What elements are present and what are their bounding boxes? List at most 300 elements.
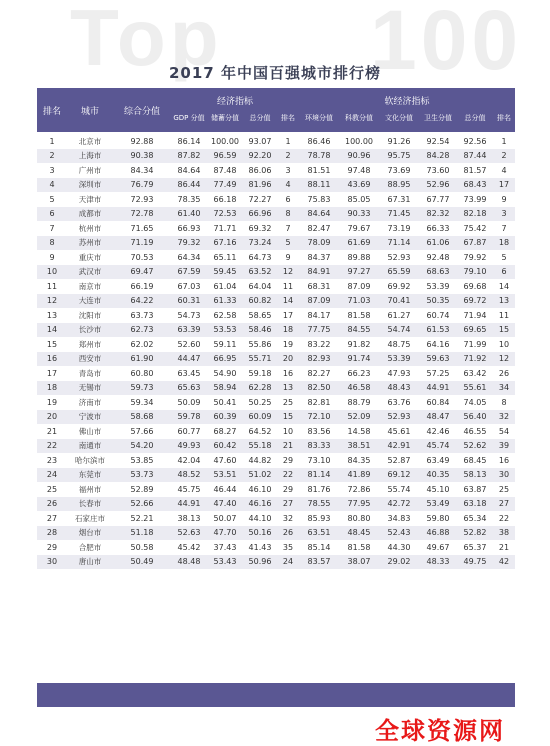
cell-econ-rank: 27 — [277, 497, 299, 512]
cell-soft-total: 68.45 — [463, 455, 487, 465]
cell-health: 66.33 — [426, 223, 450, 233]
cell-rank: 24 — [37, 468, 67, 483]
cell-health: 67.77 — [426, 194, 450, 204]
cell-city: 青岛市 — [78, 368, 102, 378]
cell-culture: 73.69 — [387, 165, 411, 175]
cell-science-education: 38.51 — [339, 439, 379, 454]
cell-savings: 65.11 — [213, 252, 237, 262]
cell-science-education: 88.79 — [347, 397, 371, 407]
cell-soft-rank: 34 — [493, 381, 515, 396]
cell-science-education: 84.35 — [347, 455, 371, 465]
table-row — [37, 308, 515, 323]
cell-savings: 47.40 — [207, 497, 243, 512]
cell-health: 46.88 — [419, 526, 457, 541]
table-row — [37, 352, 515, 367]
cell-gdp: 38.13 — [177, 513, 201, 523]
cell-health: 52.96 — [419, 178, 457, 193]
cell-econ-total: 50.16 — [243, 526, 277, 541]
cell-soft-rank: 13 — [493, 294, 515, 309]
cell-health: 59.63 — [419, 352, 457, 367]
background-top-number: 100 — [370, 0, 523, 87]
cell-city: 天津市 — [78, 194, 102, 204]
cell-rank: 23 — [46, 455, 58, 465]
cell-science-education: 87.09 — [347, 281, 371, 291]
header-soft-group: 软经济指标 — [384, 97, 430, 107]
cell-health: 73.60 — [426, 165, 450, 175]
cell-gdp: 49.93 — [171, 439, 207, 454]
cell-econ-rank: 3 — [285, 165, 291, 175]
table-header — [37, 88, 515, 132]
cell-rank: 18 — [37, 381, 67, 396]
cell-savings: 68.27 — [213, 426, 237, 436]
cell-science-education: 91.74 — [339, 352, 379, 367]
cell-econ-rank: 26 — [277, 526, 299, 541]
cell-savings: 71.71 — [213, 223, 237, 233]
header-econ-group: 经济指标 — [216, 97, 253, 107]
cell-city: 南京市 — [78, 281, 102, 291]
table-row — [37, 294, 515, 309]
cell-rank: 3 — [49, 165, 55, 175]
cell-environment: 85.93 — [307, 513, 331, 523]
cell-gdp: 63.39 — [171, 323, 207, 338]
cell-total: 71.65 — [130, 223, 154, 233]
cell-total: 59.34 — [130, 397, 154, 407]
cell-savings: 66.95 — [207, 352, 243, 367]
cell-health: 53.49 — [419, 497, 457, 512]
cell-environment: 86.46 — [307, 136, 331, 146]
cell-culture: 69.12 — [379, 468, 419, 483]
cell-environment: 82.81 — [307, 397, 331, 407]
table-row — [37, 250, 515, 265]
cell-soft-rank: 27 — [493, 497, 515, 512]
cell-soft-total: 67.87 — [457, 236, 493, 251]
cell-gdp: 54.73 — [177, 310, 201, 320]
cell-econ-total: 63.52 — [243, 265, 277, 280]
cell-econ-total: 58.46 — [243, 323, 277, 338]
cell-soft-rank: 5 — [501, 252, 507, 262]
cell-city: 长春市 — [67, 497, 113, 512]
cell-science-education: 97.48 — [347, 165, 371, 175]
cell-science-education: 97.27 — [339, 265, 379, 280]
table-row — [37, 468, 515, 483]
cell-savings: 53.53 — [207, 323, 243, 338]
cell-econ-total: 73.24 — [243, 236, 277, 251]
cell-health: 59.80 — [426, 513, 450, 523]
cell-health: 60.84 — [426, 397, 450, 407]
cell-rank: 17 — [46, 368, 58, 378]
cell-total: 59.73 — [113, 381, 171, 396]
cell-science-education: 85.05 — [347, 194, 371, 204]
cell-city: 哈尔滨市 — [75, 455, 105, 465]
cell-culture: 53.39 — [379, 352, 419, 367]
cell-econ-rank: 1 — [285, 136, 291, 146]
table-row — [37, 279, 515, 294]
cell-gdp: 67.59 — [171, 265, 207, 280]
table-row — [37, 178, 515, 193]
cell-environment: 81.76 — [307, 484, 331, 494]
cell-soft-total: 73.99 — [463, 194, 487, 204]
cell-city: 宁波市 — [67, 410, 113, 425]
cell-environment: 83.22 — [307, 339, 331, 349]
cell-savings: 96.59 — [207, 149, 243, 164]
cell-environment: 78.78 — [299, 149, 339, 164]
cell-econ-rank: 9 — [285, 252, 291, 262]
cell-city: 重庆市 — [78, 252, 102, 262]
cell-culture: 54.74 — [379, 323, 419, 338]
cell-econ-rank: 35 — [282, 542, 294, 552]
header-savings: 储蓄分值 — [211, 114, 239, 122]
cell-soft-total: 68.43 — [457, 178, 493, 193]
cell-econ-total: 64.52 — [248, 426, 272, 436]
cell-city: 北京市 — [78, 136, 102, 146]
cell-total: 50.49 — [113, 555, 171, 570]
cell-environment: 78.09 — [299, 236, 339, 251]
cell-rank: 20 — [37, 410, 67, 425]
cell-econ-rank: 24 — [277, 555, 299, 570]
cell-gdp: 87.82 — [171, 149, 207, 164]
table-row — [37, 207, 515, 222]
header-environment: 环境分值 — [305, 114, 333, 122]
cell-rank: 21 — [46, 426, 58, 436]
header-econ-rank: 排名 — [281, 114, 295, 122]
cell-econ-total: 60.09 — [243, 410, 277, 425]
cell-savings: 50.07 — [213, 513, 237, 523]
cell-soft-total: 71.99 — [463, 339, 487, 349]
header-health: 卫生分值 — [424, 114, 452, 122]
cell-culture: 71.45 — [379, 207, 419, 222]
cell-total: 64.22 — [113, 294, 171, 309]
cell-savings: 59.11 — [213, 339, 237, 349]
table-row — [37, 482, 515, 497]
cell-savings: 61.04 — [213, 281, 237, 291]
cell-econ-rank: 15 — [277, 410, 299, 425]
cell-science-education: 66.23 — [347, 368, 371, 378]
cell-gdp: 44.47 — [171, 352, 207, 367]
table-row — [37, 497, 515, 512]
cell-environment: 83.33 — [299, 439, 339, 454]
cell-rank: 12 — [37, 294, 67, 309]
cell-environment: 75.83 — [307, 194, 331, 204]
cell-gdp: 63.45 — [177, 368, 201, 378]
cell-soft-total: 52.62 — [457, 439, 493, 454]
cell-econ-rank: 29 — [282, 484, 294, 494]
cell-econ-rank: 29 — [282, 455, 294, 465]
table-row — [37, 540, 515, 555]
cell-savings: 59.45 — [207, 265, 243, 280]
cell-soft-total: 81.57 — [463, 165, 487, 175]
cell-environment: 73.10 — [307, 455, 331, 465]
cell-environment: 83.56 — [307, 426, 331, 436]
table-row — [37, 221, 515, 236]
cell-culture: 73.19 — [387, 223, 411, 233]
cell-environment: 85.14 — [307, 542, 331, 552]
cell-gdp: 52.60 — [177, 339, 201, 349]
cell-savings: 46.44 — [213, 484, 237, 494]
cell-city: 石家庄市 — [75, 513, 105, 523]
cell-econ-total: 44.10 — [248, 513, 272, 523]
cell-econ-rank: 18 — [277, 323, 299, 338]
cell-econ-rank: 21 — [277, 439, 299, 454]
cell-health: 61.06 — [419, 236, 457, 251]
cell-health: 40.35 — [419, 468, 457, 483]
cell-soft-rank: 39 — [493, 439, 515, 454]
cell-culture: 44.30 — [387, 542, 411, 552]
cell-rank: 29 — [46, 542, 58, 552]
cell-savings: 47.60 — [213, 455, 237, 465]
cell-total: 52.89 — [130, 484, 154, 494]
cell-health: 63.49 — [426, 455, 450, 465]
cell-econ-total: 60.82 — [243, 294, 277, 309]
cell-culture: 47.93 — [387, 368, 411, 378]
cell-rank: 25 — [46, 484, 58, 494]
cell-city: 长沙市 — [67, 323, 113, 338]
header-gdp: GDP 分值 — [173, 114, 205, 122]
cell-total: 57.66 — [130, 426, 154, 436]
cell-science-education: 79.67 — [347, 223, 371, 233]
cell-total: 61.90 — [113, 352, 171, 367]
cell-rank: 16 — [37, 352, 67, 367]
cell-culture: 52.93 — [387, 252, 411, 262]
cell-city: 苏州市 — [67, 236, 113, 251]
table-row — [37, 366, 515, 381]
cell-total: 72.93 — [130, 194, 154, 204]
cell-soft-rank: 18 — [493, 236, 515, 251]
cell-soft-total: 71.92 — [457, 352, 493, 367]
cell-soft-rank: 22 — [498, 513, 510, 523]
cell-econ-total: 62.28 — [243, 381, 277, 396]
cell-econ-rank: 8 — [277, 207, 299, 222]
cell-gdp: 66.93 — [177, 223, 201, 233]
cell-city: 唐山市 — [67, 555, 113, 570]
cell-total: 90.38 — [113, 149, 171, 164]
cell-econ-total: 86.06 — [248, 165, 272, 175]
cell-rank: 26 — [37, 497, 67, 512]
cell-city: 东莞市 — [67, 468, 113, 483]
cell-culture: 67.31 — [387, 194, 411, 204]
cell-rank: 22 — [37, 439, 67, 454]
cell-gdp: 64.34 — [177, 252, 201, 262]
cell-total: 58.68 — [113, 410, 171, 425]
cell-city: 武汉市 — [67, 265, 113, 280]
cell-city: 沈阳市 — [78, 310, 102, 320]
cell-health: 61.53 — [419, 323, 457, 338]
table-row — [37, 337, 515, 352]
cell-environment: 81.14 — [299, 468, 339, 483]
cell-gdp: 44.91 — [171, 497, 207, 512]
cell-soft-total: 92.56 — [463, 136, 487, 146]
cell-gdp: 52.63 — [171, 526, 207, 541]
header-city: 城市 — [80, 107, 99, 117]
cell-rank: 28 — [37, 526, 67, 541]
cell-science-education: 81.58 — [347, 542, 371, 552]
cell-soft-rank: 30 — [493, 468, 515, 483]
cell-science-education: 77.95 — [339, 497, 379, 512]
cell-rank: 5 — [49, 194, 55, 204]
cell-science-education: 81.58 — [347, 310, 371, 320]
cell-environment: 81.51 — [307, 165, 331, 175]
cell-total: 53.73 — [113, 468, 171, 483]
cell-culture: 48.75 — [387, 339, 411, 349]
cell-soft-rank: 2 — [493, 149, 515, 164]
cell-gdp: 45.42 — [177, 542, 201, 552]
cell-total: 60.80 — [130, 368, 154, 378]
cell-econ-total: 64.04 — [248, 281, 272, 291]
cell-health: 48.33 — [419, 555, 457, 570]
cell-soft-rank: 10 — [498, 339, 510, 349]
cell-savings: 100.00 — [211, 136, 239, 146]
header-econ-total: 总分值 — [249, 114, 271, 122]
cell-environment: 84.64 — [299, 207, 339, 222]
cell-health: 50.35 — [419, 294, 457, 309]
cell-gdp: 79.32 — [171, 236, 207, 251]
cell-savings: 53.51 — [207, 468, 243, 483]
cell-soft-total: 52.82 — [457, 526, 493, 541]
cell-soft-rank: 8 — [501, 397, 507, 407]
cell-gdp: 50.09 — [177, 397, 201, 407]
cell-city: 广州市 — [78, 165, 102, 175]
cell-econ-total: 55.86 — [248, 339, 272, 349]
cell-rank: 2 — [37, 149, 67, 164]
cell-econ-rank: 25 — [282, 397, 294, 407]
cell-rank: 10 — [37, 265, 67, 280]
table-row — [37, 236, 515, 251]
cell-savings: 60.39 — [207, 410, 243, 425]
cell-environment: 84.91 — [299, 265, 339, 280]
cell-total: 71.19 — [113, 236, 171, 251]
cell-gdp: 78.35 — [177, 194, 201, 204]
table-row — [37, 149, 515, 164]
cell-rank: 1 — [49, 136, 55, 146]
cell-soft-rank: 32 — [493, 410, 515, 425]
cell-culture: 42.72 — [379, 497, 419, 512]
cell-gdp: 45.75 — [177, 484, 201, 494]
cell-culture: 91.26 — [387, 136, 411, 146]
cell-science-education: 80.80 — [347, 513, 371, 523]
cell-soft-rank: 9 — [501, 194, 507, 204]
cell-total: 92.88 — [130, 136, 154, 146]
cell-econ-rank: 10 — [282, 426, 294, 436]
cell-savings: 77.49 — [207, 178, 243, 193]
cell-total: 54.20 — [113, 439, 171, 454]
cell-econ-rank: 4 — [277, 178, 299, 193]
cell-soft-total: 65.37 — [463, 542, 487, 552]
cell-soft-rank: 4 — [501, 165, 507, 175]
cell-city: 大连市 — [67, 294, 113, 309]
cell-culture: 88.95 — [379, 178, 419, 193]
cell-culture: 52.87 — [387, 455, 411, 465]
header-science-education: 科教分值 — [345, 114, 373, 122]
cell-soft-total: 56.40 — [457, 410, 493, 425]
cell-savings: 87.48 — [213, 165, 237, 175]
cell-culture: 29.02 — [379, 555, 419, 570]
cell-total: 72.78 — [113, 207, 171, 222]
cell-rank: 8 — [37, 236, 67, 251]
header-rank: 排名 — [42, 107, 61, 117]
cell-gdp: 42.04 — [177, 455, 201, 465]
header-soft-total: 总分值 — [464, 114, 486, 122]
cell-culture: 69.92 — [387, 281, 411, 291]
cell-soft-total: 58.13 — [457, 468, 493, 483]
cell-soft-total: 55.61 — [457, 381, 493, 396]
cell-health: 57.25 — [426, 368, 450, 378]
cell-science-education: 61.69 — [339, 236, 379, 251]
table-row — [37, 526, 515, 541]
table-row — [37, 410, 515, 425]
cell-savings: 53.43 — [207, 555, 243, 570]
cell-culture: 48.43 — [379, 381, 419, 396]
cell-environment: 82.47 — [307, 223, 331, 233]
cell-econ-total: 55.71 — [243, 352, 277, 367]
cell-health: 42.46 — [426, 426, 450, 436]
cell-rank: 11 — [46, 281, 58, 291]
ranking-table — [37, 134, 515, 569]
cell-soft-rank: 12 — [493, 352, 515, 367]
cell-environment: 87.09 — [299, 294, 339, 309]
cell-health: 84.28 — [419, 149, 457, 164]
cell-environment: 82.50 — [299, 381, 339, 396]
cell-city: 郑州市 — [78, 339, 102, 349]
cell-rank: 30 — [37, 555, 67, 570]
cell-econ-rank: 16 — [282, 368, 294, 378]
cell-savings: 50.41 — [213, 397, 237, 407]
cell-environment: 82.27 — [307, 368, 331, 378]
cell-savings: 60.42 — [207, 439, 243, 454]
cell-econ-rank: 11 — [282, 281, 294, 291]
cell-gdp: 61.40 — [171, 207, 207, 222]
cell-city: 合肥市 — [78, 542, 102, 552]
cell-econ-total: 66.96 — [243, 207, 277, 222]
cell-savings: 66.18 — [213, 194, 237, 204]
cell-total: 63.73 — [130, 310, 154, 320]
cell-health: 68.63 — [419, 265, 457, 280]
cell-savings: 72.53 — [207, 207, 243, 222]
cell-soft-rank: 14 — [498, 281, 510, 291]
cell-soft-rank: 42 — [493, 555, 515, 570]
header-soft-rank: 排名 — [497, 114, 511, 122]
table-row — [37, 511, 515, 526]
cell-city: 无锡市 — [67, 381, 113, 396]
cell-econ-total: 50.96 — [243, 555, 277, 570]
cell-gdp: 48.52 — [171, 468, 207, 483]
table-row — [37, 192, 515, 207]
table-row — [37, 395, 515, 410]
cell-science-education: 90.33 — [339, 207, 379, 222]
cell-soft-total: 46.55 — [463, 426, 487, 436]
cell-science-education: 48.45 — [339, 526, 379, 541]
cell-soft-rank: 6 — [493, 265, 515, 280]
cell-environment: 63.51 — [299, 526, 339, 541]
cell-soft-total: 74.05 — [463, 397, 487, 407]
cell-environment: 78.55 — [299, 497, 339, 512]
cell-soft-total: 65.34 — [463, 513, 487, 523]
cell-soft-rank: 17 — [493, 178, 515, 193]
cell-econ-rank: 14 — [277, 294, 299, 309]
cell-culture: 70.41 — [379, 294, 419, 309]
cell-soft-total: 69.68 — [463, 281, 487, 291]
background-top-text: Top — [70, 0, 223, 82]
cell-econ-rank: 5 — [277, 236, 299, 251]
cell-soft-total: 49.75 — [457, 555, 493, 570]
cell-culture: 52.43 — [379, 526, 419, 541]
cell-gdp: 65.63 — [171, 381, 207, 396]
cell-soft-rank: 21 — [498, 542, 510, 552]
cell-health: 64.16 — [426, 339, 450, 349]
table-row — [37, 323, 515, 338]
cell-gdp: 59.78 — [171, 410, 207, 425]
cell-econ-total: 58.65 — [248, 310, 272, 320]
cell-econ-total: 64.73 — [248, 252, 272, 262]
cell-econ-total: 50.25 — [248, 397, 272, 407]
